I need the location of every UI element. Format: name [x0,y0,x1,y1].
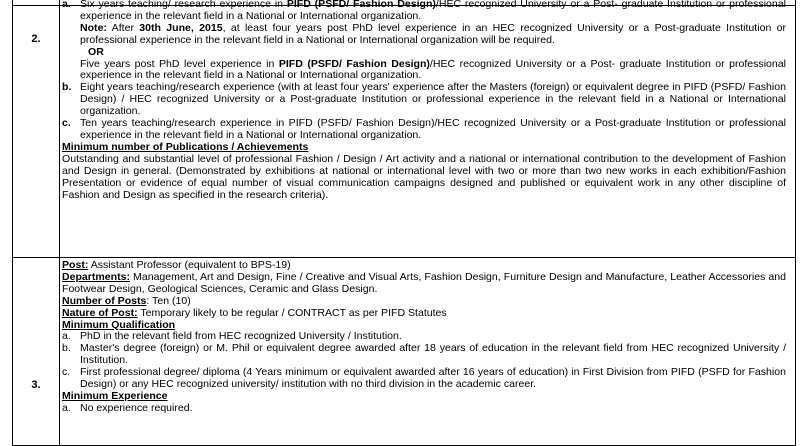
criterion-c: c. Ten years teaching/research experience in PIFD (PSFD/ Fashion Design)/HEC recognized University or a Post-graduate Institution or professional experience in the relevant field in a National or International organization. [62,117,786,141]
nature-of-post-line: Nature of Post: Temporary likely to be regular / CONTRACT as per PIFD Statutes [62,306,447,319]
departments-line: Departments: Management, Art and Design, Fine / Creative and Visual Arts, Fashion Design, Furniture Design and Manufacture, Leather Accessories and Footwear Design, Geological Sciences, Ceramic and Glass Design. [62,270,786,295]
row-2-content [62,0,786,201]
qualification-b: b. Master's degree (foreign) or M. Phil or equivalent degree awarded after 18 years of education in the relevant field from HEC recognized University / Institution. [62,342,786,367]
number-of-posts-line: Number of Posts: Ten (10) [62,294,191,307]
item-label: b. [62,81,72,94]
item-label: a. [62,330,71,343]
item-label: c. [62,366,71,379]
item-label: b. [62,342,71,355]
post-line: Post: Assistant Professor (equivalent to BPS-19) [62,259,291,271]
row-3-content [62,260,786,415]
or-separator: OR [88,45,104,58]
item-label: c. [62,117,71,130]
column-divider [59,0,60,445]
experience-heading: Minimum Experience [62,389,168,402]
item-label: a. [62,401,71,414]
qualification-c: c. First professional degree/ diploma (4 Years minimum or equivalent awarded after 16 years of education) in First Division from PIFD (PSFD for Fashion Design) or any HEC recognized university/ institution with no third division in the academic career. [62,366,786,391]
publications-heading: Minimum number of Publications / Achievements [62,140,309,153]
qualification-a: a. PhD in the relevant field from HEC recognized University / Institution. [62,330,402,343]
qualification-heading: Minimum Qualification [62,318,176,331]
row-number: 3. [31,379,41,391]
experience-a: a. No experience required. [62,401,193,414]
publications-text: Outstanding and substantial level of professional Fashion / Design / Art activity and a national or international contribution to the development of Fashion and Design in general. (Demonstrated by exhibitions at national or international level with two or more than two new works in each exhibition/Fashion Presentation or evidence of equal number of visual communication campaigns designed and published or equivalent work in any other discipline of Fashion and Design as specified in the research criteria). [62,152,786,201]
alternative-criterion: Five years post PhD level experience in PIFD (PSFD/ Fashion Design)/HEC recognized University or a Post- graduate Institution or professional experience in the relevant field in a National or International organization. [80,57,786,82]
row-number: 2. [31,33,41,45]
criterion-b: b. Eight years teaching/research experience (with at least four years' experience after the Masters (foreign) or equivalent degree in PIFD (PSFD/ Fashion Design) / HEC recognized University or a Post-graduate Institution or professional experience in the relevant field in a National or International organization. [62,81,786,118]
requirements-table [12,0,796,446]
row-divider [13,257,795,258]
criterion-a: a. Six years teaching/ research experience in PIFD (PSFD/ Fashion Design)/HEC recognized University or a Post- graduate Institution or professional experience in the relevant field in a National or International organization. [62,0,786,22]
note: Note: After 30th June, 2015, at least four years post PhD level experience in an HEC recognized University or a Post-graduate Institution or professional experience in the relevant field in a National or International organization will be required. [80,21,786,46]
item-label: a. [62,0,71,10]
